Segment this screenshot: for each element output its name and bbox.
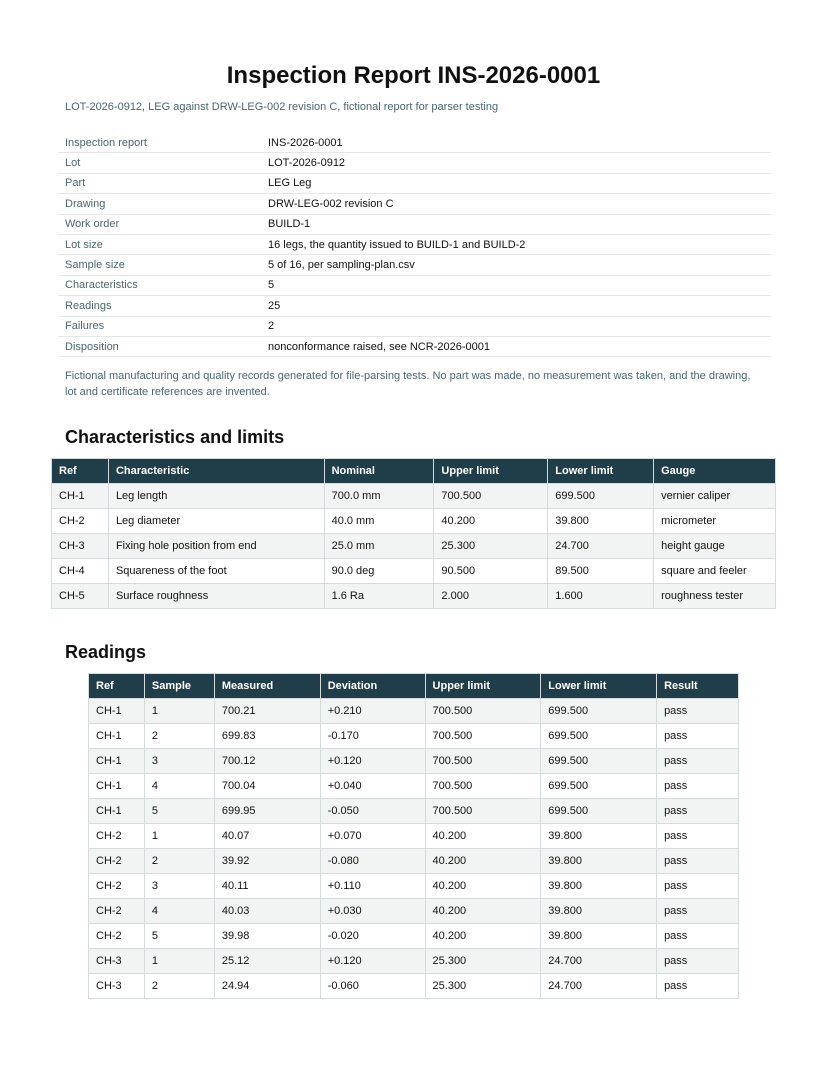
summary-value: DRW-LEG-002 revision C xyxy=(261,194,771,214)
table-cell: CH-2 xyxy=(89,849,145,874)
table-cell: 39.800 xyxy=(541,849,657,874)
table-cell: pass xyxy=(657,699,739,724)
table-cell: roughness tester xyxy=(654,584,776,609)
table-cell: Fixing hole position from end xyxy=(108,534,324,559)
table-cell: 5 xyxy=(144,924,214,949)
column-header: Result xyxy=(657,674,739,699)
table-cell: 1 xyxy=(144,699,214,724)
table-cell: +0.040 xyxy=(320,774,425,799)
table-cell: 2 xyxy=(144,724,214,749)
table-cell: 700.0 mm xyxy=(324,484,434,509)
table-cell: pass xyxy=(657,749,739,774)
table-row xyxy=(89,824,739,849)
table-cell: Leg length xyxy=(108,484,324,509)
table-cell: 699.500 xyxy=(541,749,657,774)
column-header: Nominal xyxy=(324,459,434,484)
table-cell: CH-1 xyxy=(52,484,109,509)
table-cell: CH-4 xyxy=(52,559,109,584)
page-title: Inspection Report INS-2026-0001 xyxy=(226,62,601,89)
table-cell: 90.500 xyxy=(434,559,548,584)
summary-key: Inspection report xyxy=(58,133,261,153)
table-cell: 90.0 deg xyxy=(324,559,434,584)
table-cell: 40.200 xyxy=(425,849,541,874)
summary-value: 5 of 16, per sampling-plan.csv xyxy=(261,255,771,275)
column-header: Gauge xyxy=(654,459,776,484)
table-cell: pass xyxy=(657,774,739,799)
table-cell: height gauge xyxy=(654,534,776,559)
table-cell: 40.200 xyxy=(434,509,548,534)
table-row xyxy=(89,774,739,799)
summary-row xyxy=(58,234,771,254)
table-cell: 24.94 xyxy=(214,974,320,999)
table-cell: 24.700 xyxy=(548,534,654,559)
table-cell: CH-1 xyxy=(89,749,145,774)
table-cell: 24.700 xyxy=(541,949,657,974)
table-cell: CH-3 xyxy=(89,974,145,999)
table-cell: 39.800 xyxy=(541,824,657,849)
table-cell: 24.700 xyxy=(541,974,657,999)
table-cell: 700.04 xyxy=(214,774,320,799)
table-cell: CH-3 xyxy=(89,949,145,974)
table-cell: pass xyxy=(657,724,739,749)
table-cell: 3 xyxy=(144,874,214,899)
table-cell: CH-1 xyxy=(89,799,145,824)
table-cell: micrometer xyxy=(654,509,776,534)
column-header: Upper limit xyxy=(434,459,548,484)
table-cell: square and feeler xyxy=(654,559,776,584)
table-cell: Surface roughness xyxy=(108,584,324,609)
readings-table xyxy=(88,673,739,999)
table-cell: 1.600 xyxy=(548,584,654,609)
characteristics-heading: Characteristics and limits xyxy=(65,427,285,447)
table-cell: 1 xyxy=(144,824,214,849)
table-cell: pass xyxy=(657,849,739,874)
table-cell: CH-2 xyxy=(89,874,145,899)
table-row xyxy=(89,899,739,924)
table-cell: 25.300 xyxy=(425,949,541,974)
summary-key: Failures xyxy=(58,316,261,336)
table-cell: 699.83 xyxy=(214,724,320,749)
table-row xyxy=(52,534,776,559)
table-cell: pass xyxy=(657,924,739,949)
summary-row xyxy=(58,214,771,234)
table-cell: 1.6 Ra xyxy=(324,584,434,609)
table-cell: -0.170 xyxy=(320,724,425,749)
column-header: Deviation xyxy=(320,674,425,699)
table-cell: 3 xyxy=(144,749,214,774)
table-row xyxy=(89,849,739,874)
table-cell: +0.120 xyxy=(320,949,425,974)
table-cell: +0.120 xyxy=(320,749,425,774)
column-header: Upper limit xyxy=(425,674,541,699)
characteristics-table xyxy=(51,458,776,609)
summary-key: Lot size xyxy=(58,234,261,254)
summary-row xyxy=(58,296,771,316)
summary-key: Part xyxy=(58,173,261,193)
summary-value: nonconformance raised, see NCR-2026-0001 xyxy=(261,336,771,356)
table-cell: -0.060 xyxy=(320,974,425,999)
table-cell: 40.200 xyxy=(425,924,541,949)
table-row xyxy=(89,724,739,749)
summary-key: Work order xyxy=(58,214,261,234)
summary-table xyxy=(58,133,771,357)
table-cell: 5 xyxy=(144,799,214,824)
table-cell: 699.500 xyxy=(541,699,657,724)
table-cell: 89.500 xyxy=(548,559,654,584)
summary-key: Disposition xyxy=(58,336,261,356)
summary-key: Sample size xyxy=(58,255,261,275)
table-cell: 39.92 xyxy=(214,849,320,874)
table-cell: 25.300 xyxy=(434,534,548,559)
table-cell: pass xyxy=(657,974,739,999)
table-cell: 699.500 xyxy=(541,774,657,799)
table-row xyxy=(89,799,739,824)
table-cell: -0.050 xyxy=(320,799,425,824)
table-cell: pass xyxy=(657,899,739,924)
readings-heading: Readings xyxy=(65,642,147,662)
table-cell: +0.070 xyxy=(320,824,425,849)
table-row xyxy=(89,949,739,974)
table-cell: 699.500 xyxy=(541,799,657,824)
table-cell: 40.0 mm xyxy=(324,509,434,534)
summary-row xyxy=(58,336,771,356)
table-cell: pass xyxy=(657,799,739,824)
table-cell: 700.500 xyxy=(434,484,548,509)
table-cell: vernier caliper xyxy=(654,484,776,509)
summary-row xyxy=(58,133,771,153)
table-row xyxy=(89,974,739,999)
table-cell: 39.800 xyxy=(548,509,654,534)
column-header: Ref xyxy=(89,674,145,699)
summary-value: 2 xyxy=(261,316,771,336)
summary-value: 16 legs, the quantity issued to BUILD-1 and BUILD-2 xyxy=(261,234,771,254)
summary-key: Characteristics xyxy=(58,275,261,295)
table-cell: 700.500 xyxy=(425,724,541,749)
table-cell: Squareness of the foot xyxy=(108,559,324,584)
table-cell: pass xyxy=(657,874,739,899)
table-cell: 40.200 xyxy=(425,874,541,899)
table-cell: 1 xyxy=(144,949,214,974)
table-cell: 39.800 xyxy=(541,924,657,949)
table-cell: Leg diameter xyxy=(108,509,324,534)
table-row xyxy=(89,874,739,899)
summary-key: Drawing xyxy=(58,194,261,214)
table-cell: 2 xyxy=(144,974,214,999)
table-cell: 25.0 mm xyxy=(324,534,434,559)
table-cell: pass xyxy=(657,949,739,974)
summary-row xyxy=(58,173,771,193)
table-cell: CH-1 xyxy=(89,774,145,799)
table-cell: 40.200 xyxy=(425,824,541,849)
table-cell: 700.21 xyxy=(214,699,320,724)
table-cell: CH-2 xyxy=(89,824,145,849)
summary-value: INS-2026-0001 xyxy=(261,133,771,153)
summary-value: 5 xyxy=(261,275,771,295)
summary-value: 25 xyxy=(261,296,771,316)
table-cell: 699.95 xyxy=(214,799,320,824)
table-cell: 700.500 xyxy=(425,699,541,724)
table-row xyxy=(89,749,739,774)
table-cell: 25.300 xyxy=(425,974,541,999)
table-cell: 699.500 xyxy=(548,484,654,509)
table-cell: 699.500 xyxy=(541,724,657,749)
table-cell: 40.03 xyxy=(214,899,320,924)
table-row xyxy=(52,584,776,609)
table-cell: pass xyxy=(657,824,739,849)
table-cell: 700.500 xyxy=(425,749,541,774)
table-cell: -0.080 xyxy=(320,849,425,874)
page-subtitle: LOT-2026-0912, LEG against DRW-LEG-002 revision C, fictional report for parser testing xyxy=(65,101,499,113)
table-cell: CH-2 xyxy=(52,509,109,534)
table-row xyxy=(89,924,739,949)
summary-value: LEG Leg xyxy=(261,173,771,193)
disclaimer-note: Fictional manufacturing and quality records generated for file-parsing tests. No part was made, no measurement was taken, and the drawing, lot and certificate references are invented. xyxy=(65,370,751,398)
table-cell: CH-3 xyxy=(52,534,109,559)
table-cell: 4 xyxy=(144,774,214,799)
table-cell: 39.800 xyxy=(541,899,657,924)
table-cell: 40.07 xyxy=(214,824,320,849)
column-header: Characteristic xyxy=(108,459,324,484)
table-cell: 2 xyxy=(144,849,214,874)
summary-row xyxy=(58,255,771,275)
column-header: Lower limit xyxy=(541,674,657,699)
table-cell: +0.210 xyxy=(320,699,425,724)
column-header: Measured xyxy=(214,674,320,699)
table-row xyxy=(52,484,776,509)
table-cell: CH-2 xyxy=(89,924,145,949)
summary-value: BUILD-1 xyxy=(261,214,771,234)
summary-key: Readings xyxy=(58,296,261,316)
table-cell: 39.800 xyxy=(541,874,657,899)
table-cell: 4 xyxy=(144,899,214,924)
summary-row xyxy=(58,194,771,214)
table-cell: 25.12 xyxy=(214,949,320,974)
summary-key: Lot xyxy=(58,153,261,173)
table-cell: 39.98 xyxy=(214,924,320,949)
table-cell: CH-1 xyxy=(89,724,145,749)
table-cell: +0.110 xyxy=(320,874,425,899)
summary-row xyxy=(58,153,771,173)
column-header: Ref xyxy=(52,459,109,484)
table-cell: 40.200 xyxy=(425,899,541,924)
column-header: Sample xyxy=(144,674,214,699)
table-cell: CH-1 xyxy=(89,699,145,724)
table-cell: 40.11 xyxy=(214,874,320,899)
table-cell: -0.020 xyxy=(320,924,425,949)
table-cell: CH-2 xyxy=(89,899,145,924)
table-cell: CH-5 xyxy=(52,584,109,609)
column-header: Lower limit xyxy=(548,459,654,484)
table-row xyxy=(52,509,776,534)
summary-value: LOT-2026-0912 xyxy=(261,153,771,173)
table-cell: 700.12 xyxy=(214,749,320,774)
table-row xyxy=(52,559,776,584)
summary-row xyxy=(58,275,771,295)
table-cell: 700.500 xyxy=(425,774,541,799)
table-cell: 2.000 xyxy=(434,584,548,609)
table-row xyxy=(89,699,739,724)
table-cell: +0.030 xyxy=(320,899,425,924)
table-cell: 700.500 xyxy=(425,799,541,824)
summary-row xyxy=(58,316,771,336)
